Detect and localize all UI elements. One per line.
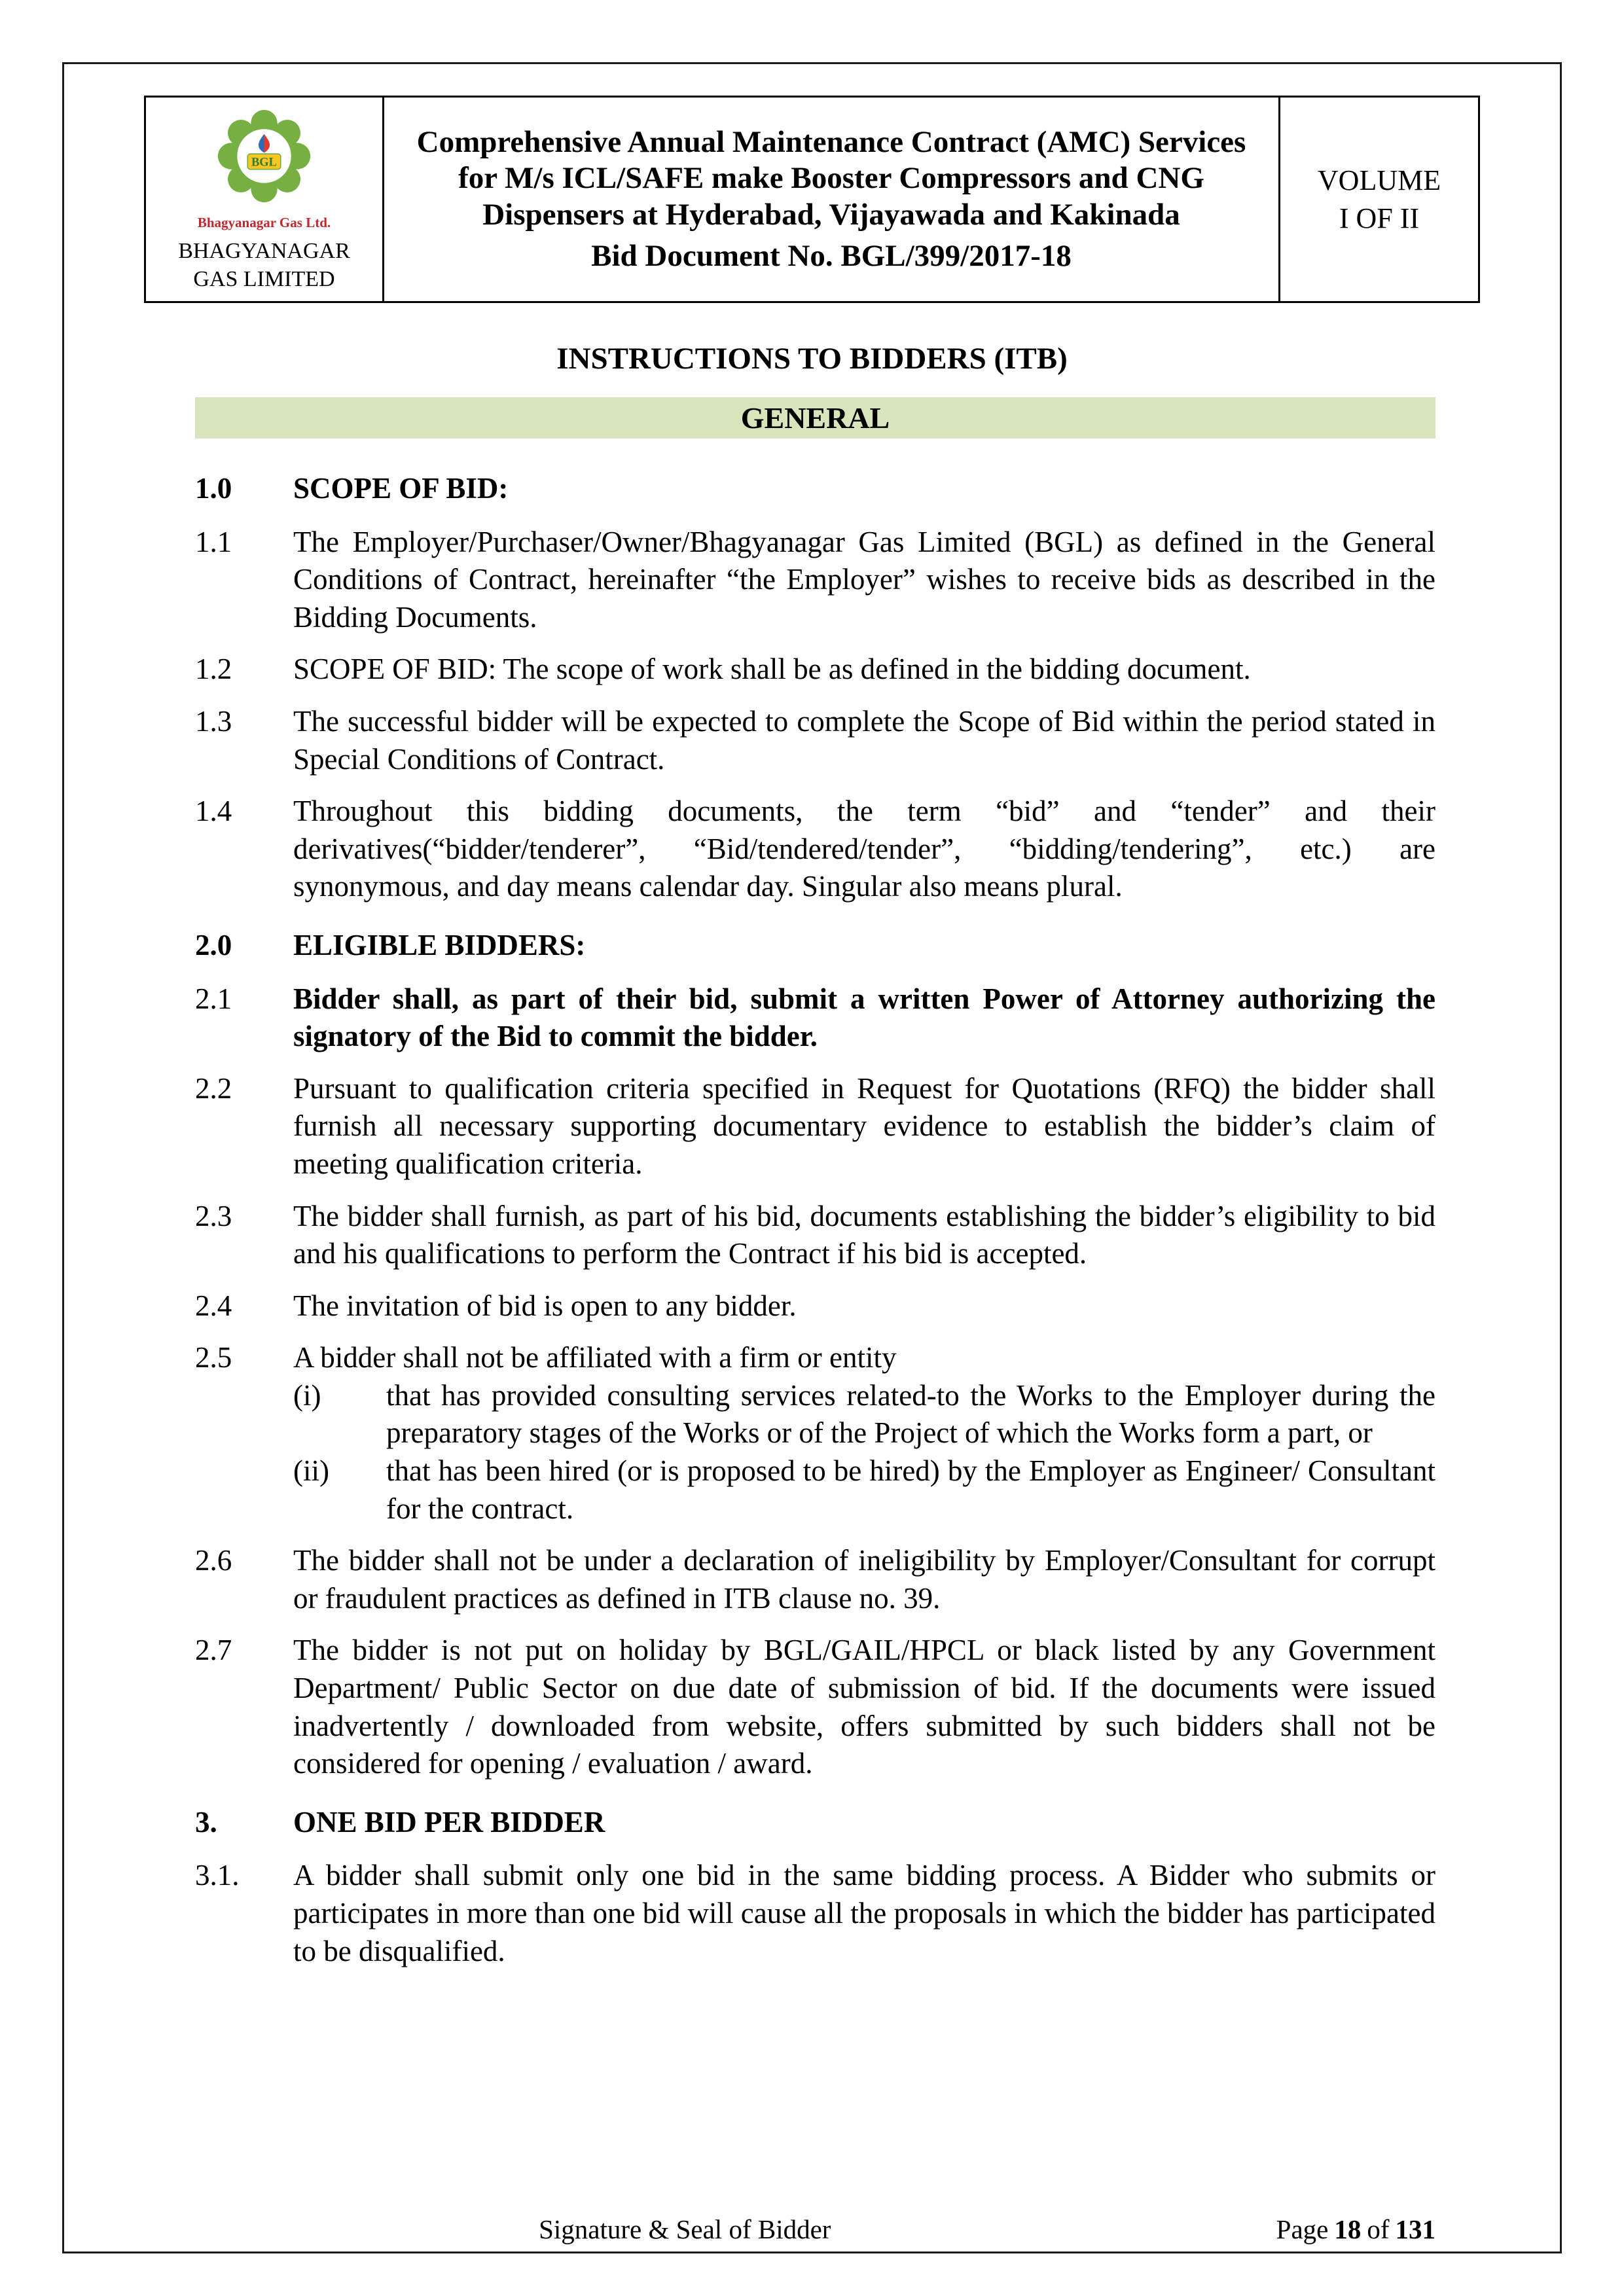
title-cell <box>384 97 1280 302</box>
clause-text: SCOPE OF BID: The scope of work shall be as defined in the bidding document. <box>293 653 1251 686</box>
bid-document-number: Bid Document No. BGL/399/2017-18 <box>591 238 1072 273</box>
clause-text: SCOPE OF BID: <box>293 472 509 505</box>
clause-body <box>293 1804 1435 1842</box>
clause-number: 2.2 <box>195 1071 232 1105</box>
clause-25 <box>195 1339 1435 1528</box>
clause-text: The bidder shall furnish, as part of his bid, documents establishing the bidder’s eligibility to bid and his qualifications to perform the Contract if his bid is accepted. <box>293 1199 1435 1270</box>
page-total: 131 <box>1395 2214 1435 2244</box>
clause-body <box>293 1287 1435 1325</box>
clause-23 <box>195 1198 1435 1273</box>
page-number <box>1276 2214 1435 2245</box>
clause-text: A bidder shall not be affiliated with a firm or entity <box>293 1341 897 1374</box>
clause-text: ELIGIBLE BIDDERS: <box>293 928 586 961</box>
clause-body <box>293 927 1435 965</box>
volume-line1: VOLUME <box>1317 164 1441 197</box>
clause-text: The successful bidder will be expected to complete the Scope of Bid within the period stated in Special Conditions of Contract. <box>293 704 1435 776</box>
clause-text: The invitation of bid is open to any bidder. <box>293 1289 797 1322</box>
section-banner: GENERAL <box>195 397 1435 439</box>
clause-20 <box>195 927 1435 965</box>
document-items <box>195 470 1435 1970</box>
page-footer <box>64 2210 1560 2245</box>
clause-body <box>293 793 1435 906</box>
clause-body <box>293 703 1435 778</box>
clause-text: Pursuant to qualification criteria specified in Request for Quotations (RFQ) the bidder shall furnish all necessary supporting documentary evidence to establish the bidder’s claim of meeting qualification criteria. <box>293 1071 1435 1180</box>
signature-line: Signature & Seal of Bidder <box>539 2214 831 2244</box>
clause-number: 2.5 <box>195 1341 232 1374</box>
clause-31 <box>195 1857 1435 1970</box>
subclause-i <box>293 1377 1435 1452</box>
clause-text: The Employer/Purchaser/Owner/Bhagyanagar Gas Limited (BGL) as defined in the General Conditions of Contract, hereinafter “the Employer” wishes to receive bids as described in the Bidding Documents. <box>293 525 1435 634</box>
clause-text: A bidder shall submit only one bid in the same bidding process. A Bidder who submits or participates in more than one bid will cause all the proposals in which the bidder has participated to be disqualified. <box>293 1859 1435 1967</box>
subclause-number: (i) <box>293 1378 321 1412</box>
clause-body <box>293 1339 1435 1528</box>
clause-number: 2.7 <box>195 1634 232 1667</box>
subclause-ii <box>293 1452 1435 1528</box>
page-title: INSTRUCTIONS TO BIDDERS (ITB) <box>556 342 1068 376</box>
clause-body <box>293 1542 1435 1617</box>
clause-number: 1.2 <box>195 653 232 686</box>
clause-21 <box>195 980 1435 1056</box>
page-label: Page <box>1276 2214 1329 2244</box>
subclause-text: that has provided consulting services related-to the Works to the Employer during the preparatory stages of the Works or of the Project of which the Works form a part, or <box>386 1378 1435 1450</box>
clause-13 <box>195 703 1435 778</box>
clause-number: 1.4 <box>195 795 232 828</box>
clause-number: 3.1. <box>195 1859 240 1892</box>
document-title: Comprehensive Annual Maintenance Contract (AMC) Services for M/s ICL/SAFE make Booster Compressors and CNG Dispensers at Hyderabad, Vijayawada and Kakinada <box>416 124 1246 232</box>
clause-12 <box>195 651 1435 689</box>
clause-number: 1.3 <box>195 704 232 738</box>
page-border <box>62 62 1562 2253</box>
header-table <box>144 96 1480 303</box>
clause-body <box>293 1070 1435 1183</box>
clause-body <box>293 1857 1435 1970</box>
logo-caption: Bhagyanagar Gas Ltd. <box>197 215 331 230</box>
clause-text: The bidder shall not be under a declaration of ineligibility by Employer/Consultant for corrupt or fraudulent practices as defined in ITB clause no. 39. <box>293 1544 1435 1615</box>
clause-number: 2.3 <box>195 1199 232 1232</box>
clause-14 <box>195 793 1435 906</box>
clause-26 <box>195 1542 1435 1617</box>
clause-number: 2.6 <box>195 1544 232 1577</box>
clause-body <box>293 470 1435 508</box>
clause-number: 1.1 <box>195 525 232 558</box>
page-of-label: of <box>1367 2214 1390 2244</box>
volume-cell <box>1280 97 1479 302</box>
clause-3 <box>195 1804 1435 1842</box>
clause-body <box>293 1198 1435 1273</box>
subclause-text: that has been hired (or is proposed to be hired) by the Employer as Engineer/ Consultant for the contract. <box>386 1454 1435 1525</box>
clause-body <box>293 980 1435 1056</box>
clause-body <box>293 524 1435 637</box>
clause-number: 2.0 <box>195 928 232 961</box>
clause-text: Bidder shall, as part of their bid, submit a written Power of Attorney authorizing the signatory of the Bid to commit the bidder. <box>293 982 1435 1053</box>
clause-body <box>293 1632 1435 1782</box>
clause-text: Throughout this bidding documents, the term “bid” and “tender” and their derivatives(“bidder/tenderer”, “Bid/tendered/tender”, “bidding/tendering”, etc.) are synonymous, and day means calendar day. Singular also means plural. <box>293 795 1435 903</box>
company-name-line1: BHAGYANAGAR <box>178 239 350 263</box>
clause-22 <box>195 1070 1435 1183</box>
volume-line2: I OF II <box>1339 202 1420 234</box>
clause-number: 2.4 <box>195 1289 232 1322</box>
page-current: 18 <box>1334 2214 1362 2244</box>
clause-body <box>293 651 1435 689</box>
clause-10 <box>195 470 1435 508</box>
clause-text: The bidder is not put on holiday by BGL/GAIL/HPCL or black listed by any Government Department/ Public Sector on due date of submission of bid. If the documents were issued inadvertently / downloaded from website, offers submitted by such bidders shall not be considered for opening / evaluation / award. <box>293 1634 1435 1780</box>
clause-number: 1.0 <box>195 472 232 505</box>
logo-cell <box>145 97 384 302</box>
clause-27 <box>195 1632 1435 1782</box>
clause-11 <box>195 524 1435 637</box>
logo-abbrev: BGL <box>251 156 278 170</box>
clause-24 <box>195 1287 1435 1325</box>
subclause-number: (ii) <box>293 1454 329 1488</box>
company-name-line2: GAS LIMITED <box>193 266 335 291</box>
clause-number: 2.1 <box>195 982 232 1015</box>
company-name <box>151 238 377 293</box>
clause-number: 3. <box>195 1805 217 1839</box>
clause-text: ONE BID PER BIDDER <box>293 1805 605 1839</box>
bgl-logo-icon <box>204 105 325 210</box>
